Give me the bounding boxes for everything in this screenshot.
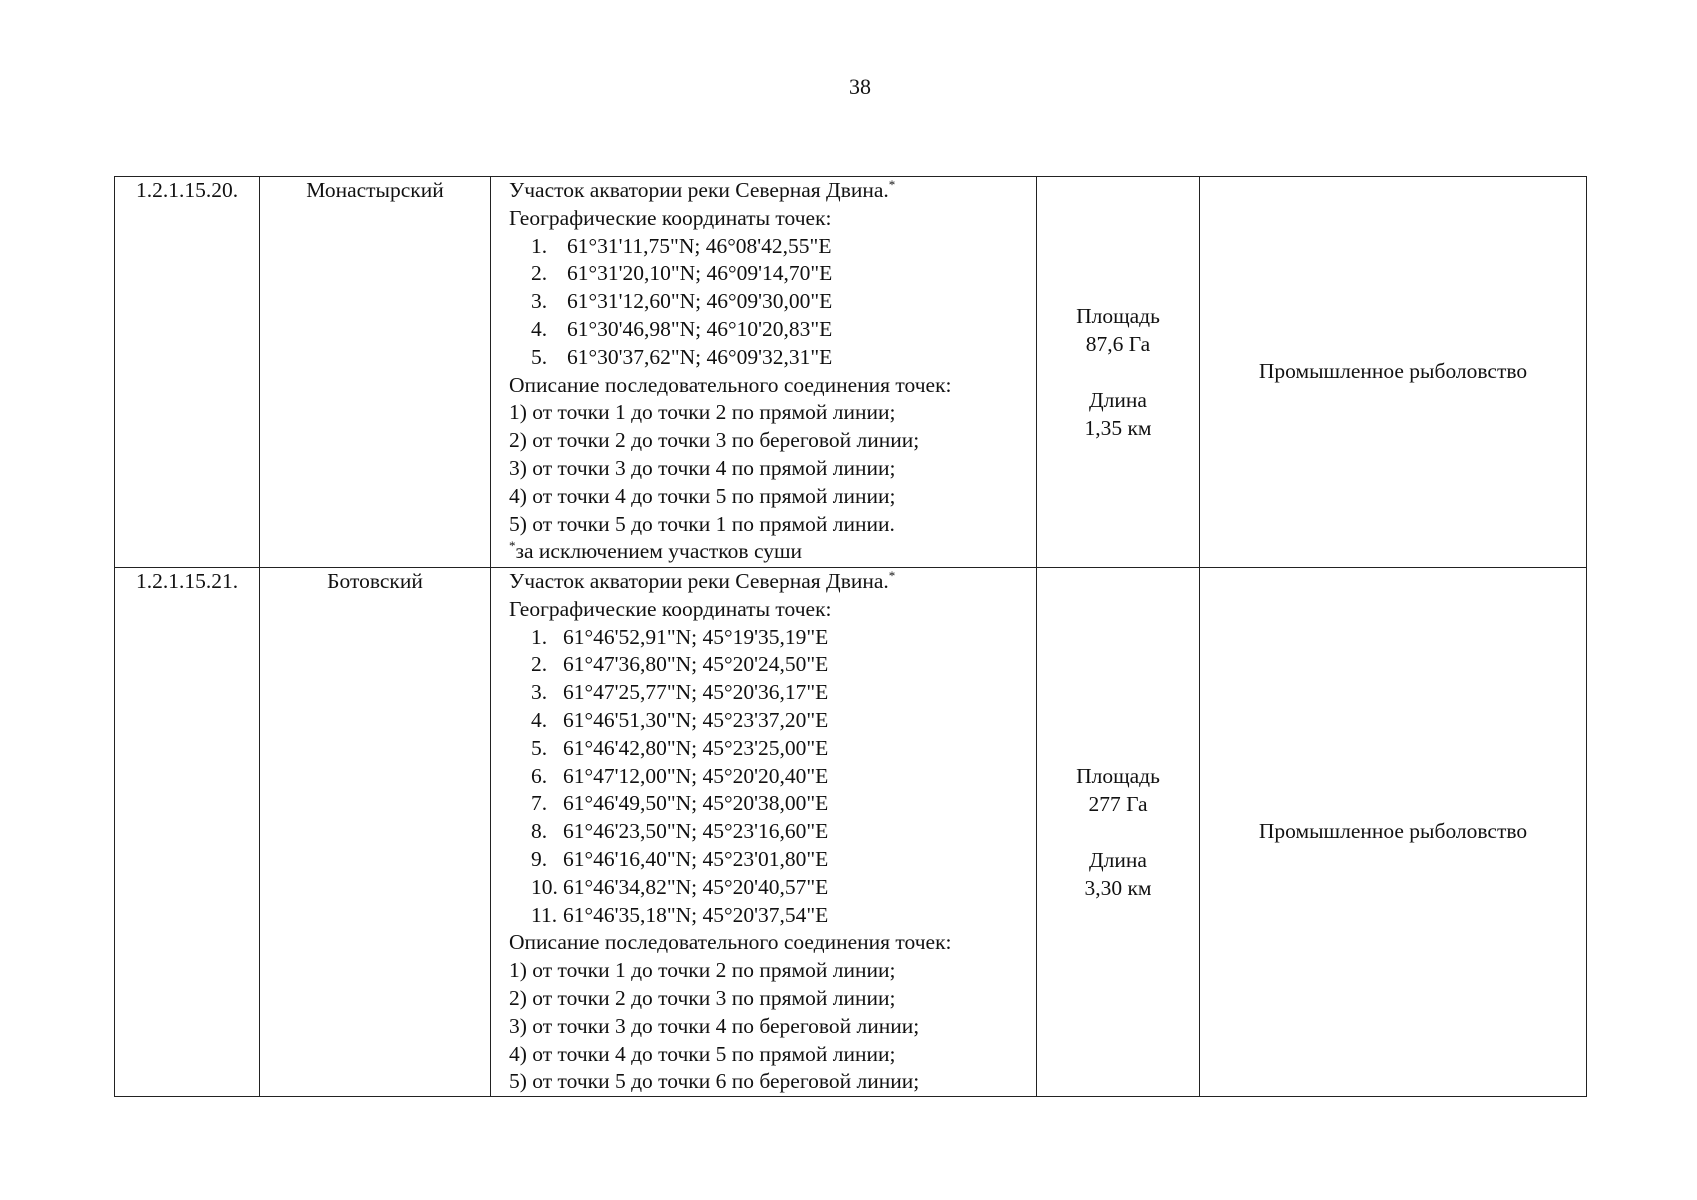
site-size [1037,568,1200,1097]
coords-list [509,233,1036,372]
site-description [491,568,1037,1097]
site-title: Участок акватории реки Северная Двина.* [509,567,896,593]
site-number: 1.2.1.15.21. [115,568,260,1097]
coord-item: 4. 61°46'51,30"N; 45°23'37,20"E [531,707,829,732]
connection-item: 5) от точки 5 до точки 6 по береговой линии; [509,1069,920,1094]
page-number: 38 [849,74,871,99]
area-label: Площадь [1076,304,1160,328]
connection-item: 3) от точки 3 до точки 4 по прямой линии; [509,455,896,480]
area-label: Площадь [1076,764,1160,789]
coord-item: 7. 61°46'49,50"N; 45°20'38,00"E [531,791,829,816]
site-usage: Промышленное рыболовство [1200,568,1587,1097]
coord-item: 10. 61°46'34,82"N; 45°20'40,57"E [531,874,829,899]
connection-item: 5) от точки 5 до точки 1 по прямой линии. [509,511,895,536]
connection-item: 1) от точки 1 до точки 2 по прямой линии; [509,958,896,983]
connection-item: 4) от точки 4 до точки 5 по прямой линии; [509,483,896,508]
site-size [1037,177,1200,568]
connections-heading: Описание последовательного соединения точек: [509,930,952,955]
area-value: 87,6 Га [1085,332,1151,356]
fishing-sites-table [114,176,1587,1097]
connection-item: 4) от точки 4 до точки 5 по прямой линии; [509,1041,896,1066]
site-usage: Промышленное рыболовство [1200,177,1587,568]
table-row [115,568,1587,1097]
connection-item: 2) от точки 2 до точки 3 по прямой линии; [509,985,896,1010]
coords-list [509,624,1036,930]
coords-heading: Географические координаты точек: [509,205,832,230]
connection-item: 1) от точки 1 до точки 2 по прямой линии; [509,400,896,425]
coord-item: 8. 61°46'23,50"N; 45°23'16,60"E [531,819,829,844]
site-name: Ботовский [260,568,491,1097]
coord-item: 4. 61°30'46,98"N; 46°10'20,83"E [531,316,833,341]
coord-item: 11. 61°46'35,18"N; 45°20'37,54"E [531,902,829,927]
site-title: Участок акватории реки Северная Двина.* [509,176,896,202]
site-name: Монастырский [260,177,491,568]
coord-item: 3. 61°47'25,77"N; 45°20'36,17"E [531,680,829,705]
coords-heading: Географические координаты точек: [509,596,832,621]
table-row [115,177,1587,568]
site-number: 1.2.1.15.20. [115,177,260,568]
length-value: 3,30 км [1084,876,1152,901]
coord-item: 5. 61°46'42,80"N; 45°23'25,00"E [531,735,829,760]
length-label: Длина [1089,388,1147,412]
connection-item: 3) от точки 3 до точки 4 по береговой линии; [509,1013,920,1038]
coord-item: 2. 61°31'20,10"N; 46°09'14,70"E [531,261,833,286]
coord-item: 9. 61°46'16,40"N; 45°23'01,80"E [531,846,829,871]
coord-item: 3. 61°31'12,60"N; 46°09'30,00"E [531,289,833,314]
coord-item: 6. 61°47'12,00"N; 45°20'20,40"E [531,763,829,788]
site-description [491,177,1037,568]
length-label: Длина [1089,848,1147,873]
coord-item: 2. 61°47'36,80"N; 45°20'24,50"E [531,652,829,677]
coord-item: 5. 61°30'37,62"N; 46°09'32,31"E [531,344,833,369]
footnote: *за исключением участков суши [509,538,803,564]
area-value: 277 Га [1088,792,1148,817]
connection-item: 2) от точки 2 до точки 3 по береговой линии; [509,428,920,453]
length-value: 1,35 км [1084,416,1152,440]
coord-item: 1. 61°46'52,91"N; 45°19'35,19"E [531,624,829,649]
coord-item: 1. 61°31'11,75"N; 46°08'42,55"E [531,233,832,258]
connections-heading: Описание последовательного соединения точек: [509,372,952,397]
